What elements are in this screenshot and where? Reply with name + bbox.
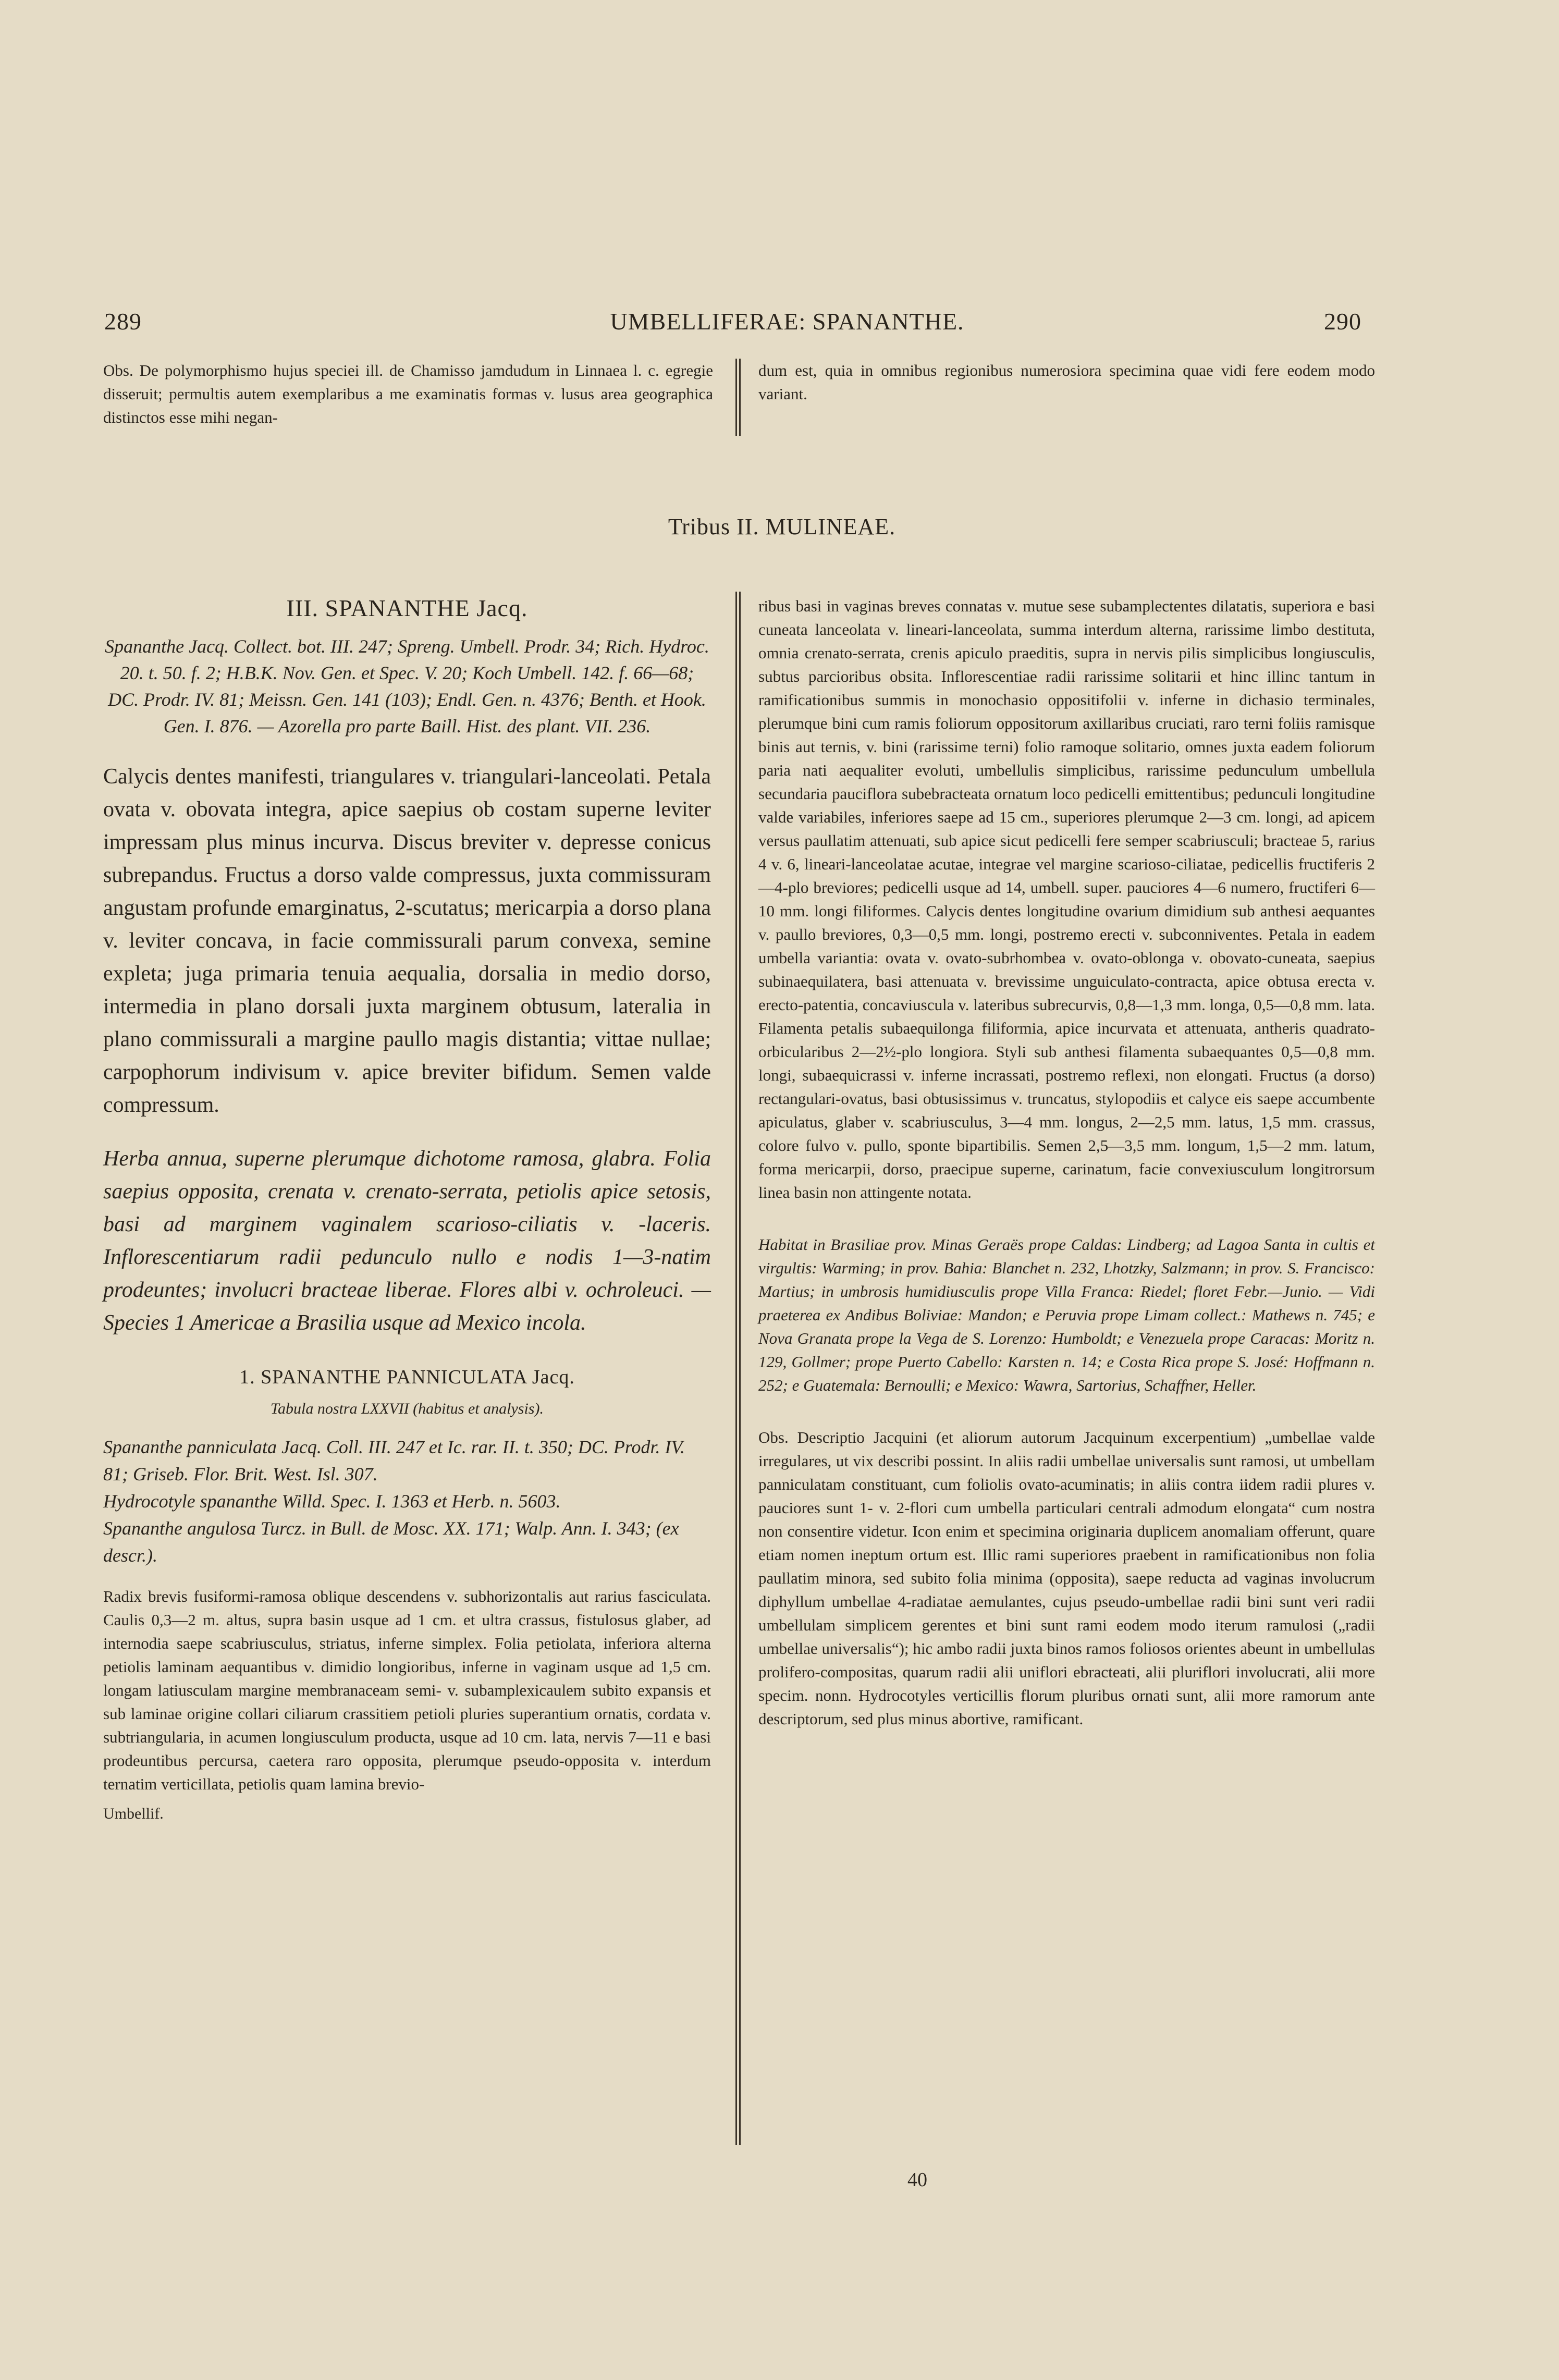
tribus-heading: Tribus II. MULINEAE. (668, 514, 896, 539)
column-divider-top-2 (739, 359, 741, 436)
genus-synonymy: Spananthe Jacq. Collect. bot. III. 247; Spreng. Umbell. Prodr. 34; Rich. Hydroc. 20. t. 50. f. 2; H.B.K. Nov. Gen. et Spec. V. 20; Koch Umbell. 142. f. 66—68; DC. Prodr. IV. 81; Meissn. Gen. 141 (103); Endl. Gen. n. 4376; Benth. et Hook. Gen. I. 876. — Azorella pro parte Baill. Hist. des plant. VII. 236. (105, 636, 709, 737)
sheet-number: 40 (907, 2169, 927, 2191)
synonym-item: Spananthe panniculata Jacq. Coll. III. 247 et Ic. rar. II. t. 350; DC. Prodr. IV. 81; Griseb. Flor. Brit. West. Isl. 307. (103, 1437, 685, 1485)
column-divider-top (735, 359, 737, 436)
species-habitat: Habitat in Brasiliae prov. Minas Geraës prope Caldas: Lindberg; ad Lagoa Santa in cultis et virgultis: Warming; in prov. Bahia: Blanchet n. 232, Lhotzky, Salzmann; in prov. S. Francisco: Martius; in umbrosis humidiusculis prope Villa Franca: Riedel; floret Febr.—Junio. — Vidi praeterea ex Andibus Boliviae: Mandon; e Peruvia prope Limam collect.: Mathews n. 745; e Nova Granata prope la Vega de S. Lorenzo: Humboldt; e Venezuela prope Caracas: Moritz n. 129, Gollmer; prope Puerto Cabello: Karsten n. 14; e Costa Rica prope S. José: Hoffmann n. 252; e Guatemala: Bernoulli; e Mexico: Wawra, Sartorius, Schaffner, Heller. (758, 1235, 1375, 1394)
species-tabula: Tabula nostra LXXVII (habitus et analysis). (271, 1400, 544, 1417)
signature-mark: Umbellif. (103, 1805, 164, 1822)
left-page-number: 289 (104, 308, 142, 335)
genus-habit: Herba annua, superne plerumque dichotome ramosa, glabra. Folia saepius opposita, crenata v. crenato-serrata, petiolis apice setosis, basi ad marginem vaginalem scarioso-ciliatis v. -laceris. Inflorescentiarum radii pedunculo nullo e nodis 1—3-natim prodeuntes; involucri bracteae liberae. Flores albi v. ochroleuci. — Species 1 Americae a Brasilia usque ad Mexico incola. (103, 1147, 711, 1335)
synonym-item: Spananthe angulosa Turcz. in Bull. de Mosc. XX. 171; Walp. Ann. I. 343; (ex descr.). (103, 1518, 679, 1566)
synonym-item: Hydrocotyle spananthe Willd. Spec. I. 1363 et Herb. n. 5603. (103, 1491, 561, 1512)
top-note-left: Obs. De polymorphismo hujus speciei ill. de Chamisso jamdudum in Linnaea l. c. egregie disseruit; permultis autem exemplaribus a me examinatis formas v. lusus area geographica distinctos esse mihi negan- (103, 361, 713, 426)
species-title: 1. SPANANTHE PANNICULATA Jacq. (239, 1366, 575, 1388)
species-description-right: ribus basi in vaginas breves connatas v. mutue sese subamplectentes dilatatis, superiora e basi cuneata lanceolata v. lineari-lanceolata, summa interdum alterna, rarissime limbo destituta, omnia crenato-serrata, crenis apiculo praeditis, supra in nervis pilis simplicibus longiusculis, subtus parcioribus obsita. Inflorescentiae radii rarissime solitarii et hinc illinc tantum in ramificationibus summis in monochasio oppositifolii v. inferne in dichasio terminales, plerumque bini cum ramis foliorum oppositorum axillaribus cruciati, raro terni foliis ramisque binis aut ternis, v. bini (rarissime terni) folio ramoque solitario, omnes juxta eadem foliorum paria nati aequaliter evoluti, umbellulis simplicibus, rarissime pedunculum umbellula secundaria pauciflora subebracteata ornatum loco pedicelli emittentibus; pedunculi longitudine valde variabiles, inferiores saepe ad 15 cm., superiores plerumque 2—3 cm. longi, ad apicem versus paullatim attenuati, sub apice sicut pedicelli fere semper scabriusculi; bracteae 5, rarius 4 v. 6, lineari-lanceolatae acutae, integrae vel margine scarioso-ciliatae, pedicellis fructiferis 2—4-plo breviores; pedicelli usque ad 14, umbell. super. pauciores 4—6 numero, fructiferi 6—10 mm. longi filiformes. Calycis dentes longitudine ovarium dimidium sub anthesi aequantes v. paullo breviores, 0,3—0,5 mm. longi, postremo erecti v. subconniventes. Petala in eadem umbella variantia: ovata v. ovato-subrhombea v. ovato-oblonga v. obovato-cuneata, saepius subinaequilatera, basi attenuata v. brevissime unguiculato-contracta, apice obtusa erecta v. erecto-patentia, concaviuscula v. lateribus subrecurvis, 0,8—1,3 mm. longa, 0,5—0,8 mm. lata. Filamenta petalis subaequilonga filiformia, apice incurvata et attenuata, antheris quadrato-orbicularibus 2—2½-plo longiora. Styli sub anthesi filamenta subaequantes 0,5—0,8 mm. longi, subaequicrassi v. inferne incrassati, postremo reflexi, non elongati. Fructus (a dorso) rectangulari-ovatus, basi obtusissimus v. truncatus, stylopodiis et calyce eis saepe accumbente apiculatus, glaber v. scabriusculus, 3—4 mm. longus, 2—2,5 mm. latus, 1,5 mm. crassus, colore fulvo v. pullo, sponte bipartibilis. Semen 2,5—3,5 mm. longum, 1,5—2 mm. latum, forma mericarpii, dorso, praecipue superne, carinatum, facie convexiusculum longitrorsum linea basin non attingente notata. (758, 597, 1375, 1201)
running-title: UMBELLIFERAE: SPANANTHE. (610, 308, 964, 335)
species-description-left: Radix brevis fusiformi-ramosa oblique descendens v. subhorizontalis aut rarius fasciculata. Caulis 0,3—2 m. altus, supra basin usque ad 1 cm. et ultra crassus, fistulosus glaber, ad internodia saepe scabriusculus, striatus, inferne simplex. Folia petiolata, inferiora alterna petiolis laminam aequantibus v. dimidio longioribus, inferne in vaginam usque ad 1,5 cm. longam latiusculam margine membranaceam semi- v. subamplexicaulem subito expansis et sub laminae origine collari ciliarum crassitiem petioli pluries superantium ornatis, cordata v. subtriangularia, in acumen longiusculum producta, usque ad 10 cm. lata, nervis 7—11 e basi prodeuntibus percursa, caetera raro opposita, plerumque pseudo-opposita v. interdum ternatim verticillata, petiolis quam lamina brevio- (103, 1587, 711, 1793)
column-divider-2 (739, 592, 741, 2145)
top-note-right: dum est, quia in omnibus regionibus numerosiora specimina quae vidi fere eodem modo variant. (758, 361, 1375, 403)
right-column (758, 594, 1375, 1731)
column-divider (735, 592, 737, 2145)
genus-title: III. SPANANTHE Jacq. (286, 595, 528, 621)
species-synonyms (103, 1433, 711, 1569)
left-column (103, 594, 711, 1823)
genus-description: Calycis dentes manifesti, triangulares v. triangulari-lanceolati. Petala ovata v. obovata integra, apice saepius ob costam superne leviter impressam plus minus incurva. Discus breviter v. depresse conicus subrepandus. Fructus a dorso valde compressus, juxta commissuram angustam profunde emarginatus, 2-scutatus; mericarpia a dorso plana v. leviter concava, in facie commissurali parum convexa, semine expleta; juga primaria tenuia aequalia, dorsalia in medio dorso, intermedia in plano dorsali juxta marginem obtusum, lateralia in plano commissurali a margine paullo magis distantia; vittae nullae; carpophorum indivisum v. apice breviter bifidum. Semen valde compressum. (103, 765, 711, 1117)
species-observation: Obs. Descriptio Jacquini (et aliorum autorum Jacquinum excerpentium) „umbellae valde irregulares, ut vix describi possint. In aliis radii umbellae universalis sunt ramosi, ut umbellam panniculatam constituant, cum foliolis ovato-acuminatis; in aliis contra iidem radii plures v. pauciores sunt 1- v. 2-flori cum umbella particulari centrali admodum elongata“ cum nostra non consentire videtur. Icon enim et specimina originaria duplicem anomaliam offerunt, quare etiam nomen ineptum ortum est. Illic rami superiores praebent in ramificationibus non folia paullatim minora, sed subito folia minima (opposita), saepe reducta ad vaginas involucrum diphyllum umbellae 4-radiatae aemulantes, cujus pseudo-umbellae radii bini sunt veri radii umbellulam simplicem gerentes et bini sunt rami eodem modo iterum ramulosi („radii umbellae universalis“); hic ambo radii juxta binos ramos foliosos orientes abeunt in umbellulas prolifero-compositas, quarum radii alii uniflori ebracteati, alii pluriflori involucrati, alii more specim. nonn. Hydrocotyles verticillis florum pluribus ornati sunt, alii more ramorum ante descriptorum, sed plus minus abortive, ramificant. (758, 1428, 1375, 1728)
right-page-number: 290 (1324, 308, 1361, 335)
